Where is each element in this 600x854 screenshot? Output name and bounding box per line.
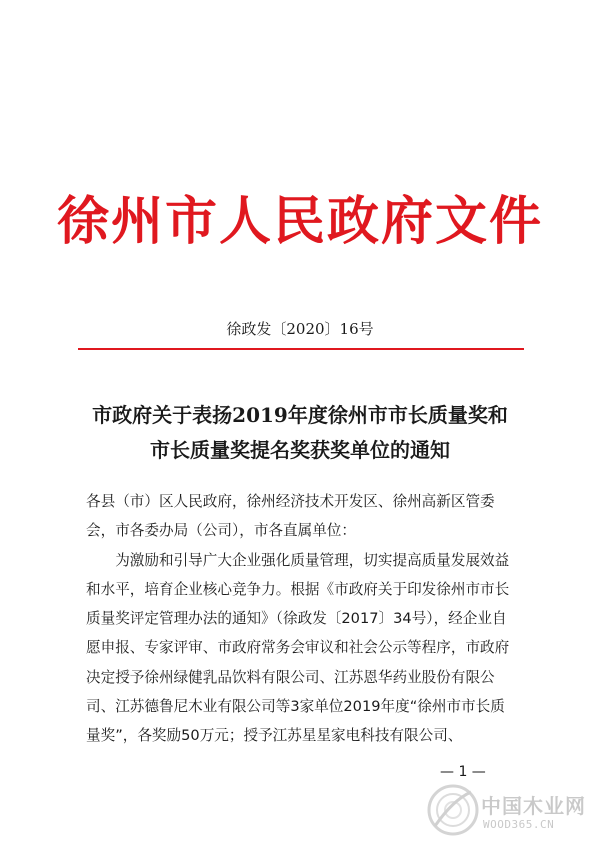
- body-paragraph: 为激励和引导广大企业强化质量管理，切实提高质量发展效益和水平，培育企业核心竞争力。根据《市政府关于印发徐州市市长质量奖评定管理办法的通知》（徐政发〔2017〕34号），经企业自愿申报、专家评审、市政府常务会审议和社会公示等程序，市政府决定授予徐州绿健乳品饮料有限公司、江苏恩华药业股份有限公司、江苏德鲁尼木业有限公司等3家单位2019年度“徐州市市长质量奖”，各奖励50万元；授予江苏星星家电科技有限公司、: [86, 551, 510, 745]
- document-header-title: 徐州市人民政府文件: [56, 191, 543, 252]
- site-watermark: [425, 780, 595, 846]
- document-number: 徐政发〔2020〕16号: [226, 320, 374, 338]
- watermark-url: WOOD365.CN: [483, 818, 555, 831]
- watermark-title: 中国木业网: [481, 794, 586, 818]
- subject-line-1: 市政府关于表扬2019年度徐州市市长质量奖和: [92, 403, 508, 427]
- wood-logo-icon: [425, 780, 485, 840]
- addressee-paragraph: 各县（市）区人民政府，徐州经济技术开发区、徐州高新区管委会，市各委办局（公司），市各直属单位：: [86, 493, 495, 540]
- subject-line-2: 市长质量奖提名奖获奖单位的通知: [150, 438, 450, 462]
- notice-body: [86, 487, 518, 751]
- page-number: — 1 —: [440, 764, 486, 780]
- red-divider-line: [78, 348, 524, 350]
- notice-subject: [0, 398, 600, 468]
